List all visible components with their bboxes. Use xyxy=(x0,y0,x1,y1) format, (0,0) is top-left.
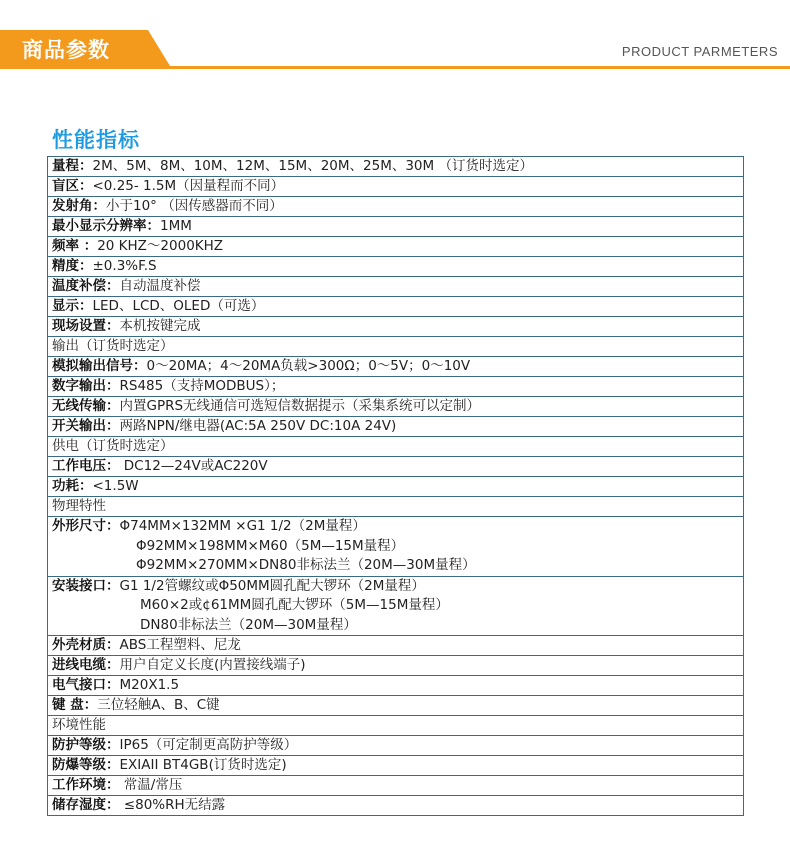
spec-key: 现场设置： xyxy=(52,318,120,334)
spec-value: <0.25- 1.5M（因量程而不同） xyxy=(92,178,285,194)
spec-row xyxy=(48,736,743,756)
spec-key: 数字输出： xyxy=(52,378,120,394)
spec-row xyxy=(48,756,743,776)
spec-value: 20 KHZ～2000KHZ xyxy=(97,238,224,254)
spec-key: 无线传输： xyxy=(52,398,120,414)
spec-value: 自动温度补偿 xyxy=(119,278,201,294)
spec-row xyxy=(48,417,743,437)
spec-row xyxy=(48,357,743,377)
spec-row xyxy=(48,317,743,337)
spec-key: 防护等级： xyxy=(52,737,120,753)
header-divider xyxy=(0,66,790,69)
spec-value: 供电（订货时选定） xyxy=(52,438,174,454)
spec-row xyxy=(48,676,743,696)
header-banner xyxy=(0,30,790,70)
spec-row xyxy=(48,477,743,497)
spec-key: 安装接口： xyxy=(52,577,120,594)
spec-row xyxy=(48,517,743,577)
spec-key: 发射角： xyxy=(52,198,106,214)
spec-key: 功耗： xyxy=(52,478,93,494)
spec-row xyxy=(48,437,743,457)
spec-value: <1.5W xyxy=(92,478,139,494)
spec-key: 工作环境： xyxy=(52,777,120,793)
spec-value: 常温/常压 xyxy=(119,777,183,793)
header-subtitle: PRODUCT PARMETERS xyxy=(621,44,778,59)
spec-value: RS485（支持MODBUS）； xyxy=(119,378,285,394)
spec-row xyxy=(48,457,743,477)
spec-row xyxy=(48,217,743,237)
spec-key: 电气接口： xyxy=(52,677,120,693)
spec-value: Φ74MM×132MM ×G1 1/2（2M量程） xyxy=(119,518,366,534)
spec-value: ≤80%RH无结露 xyxy=(119,797,226,813)
spec-key: 频率 ： xyxy=(52,238,98,254)
spec-value-continuation: Φ92MM×270MM×DN80非标法兰（20M—30M量程） xyxy=(136,557,476,573)
spec-row xyxy=(48,297,743,317)
spec-row xyxy=(48,257,743,277)
spec-table xyxy=(47,156,744,816)
spec-key: 精度： xyxy=(52,258,93,274)
spec-value: 本机按键完成 xyxy=(119,318,201,334)
spec-row xyxy=(48,776,743,796)
spec-key: 外壳材质： xyxy=(52,637,120,653)
spec-key: 开关输出： xyxy=(52,418,120,434)
spec-key: 最小显示分辨率： xyxy=(52,218,160,234)
header-title: 商品参数 xyxy=(22,38,110,62)
spec-value-continuation: M60×2或¢61MM圆孔配大锣环（5M—15M量程） xyxy=(140,597,449,613)
spec-row xyxy=(48,157,743,177)
spec-value-continuation: Φ92MM×198MM×M60（5M—15M量程） xyxy=(136,537,405,554)
spec-key: 储存湿度： xyxy=(52,797,120,813)
spec-value: ABS工程塑料、尼龙 xyxy=(119,637,241,653)
spec-key: 进线电缆： xyxy=(52,657,120,673)
spec-row xyxy=(48,636,743,656)
spec-value-continuation: DN80非标法兰（20M—30M量程） xyxy=(140,616,357,633)
spec-key: 工作电压： xyxy=(52,458,120,474)
spec-value: 用户自定义长度(内置接线端子) xyxy=(119,657,306,673)
spec-key: 量程： xyxy=(52,158,93,174)
spec-value: 输出（订货时选定） xyxy=(52,338,174,354)
spec-value: 小于10° （因传感器而不同） xyxy=(106,198,283,214)
spec-row xyxy=(48,237,743,257)
spec-key: 盲区： xyxy=(52,178,93,194)
spec-row xyxy=(48,696,743,716)
spec-row xyxy=(48,716,743,736)
spec-key: 外形尺寸： xyxy=(52,518,120,534)
spec-row xyxy=(48,197,743,217)
spec-value: G1 1/2管螺纹或Φ50MM圆孔配大锣环（2M量程） xyxy=(119,577,425,594)
spec-key: 防爆等级： xyxy=(52,757,120,773)
spec-value: IP65（可定制更高防护等级） xyxy=(119,737,298,753)
spec-row xyxy=(48,337,743,357)
spec-row xyxy=(48,397,743,417)
spec-value: 1MM xyxy=(160,218,192,234)
spec-value: M20X1.5 xyxy=(119,677,180,693)
spec-value: 两路NPN/继电器(AC:5A 250V DC:10A 24V) xyxy=(119,418,397,434)
spec-value: 物理特性 xyxy=(52,498,106,514)
spec-value: ±0.3%F.S xyxy=(92,258,157,274)
spec-value: 0～20MA；4～20MA负载>300Ω；0～5V；0～10V xyxy=(146,358,471,374)
spec-row xyxy=(48,796,743,815)
spec-row xyxy=(48,177,743,197)
spec-key: 显示： xyxy=(52,298,93,314)
spec-value: 三位轻触A、B、C键 xyxy=(97,697,220,713)
spec-row xyxy=(48,656,743,676)
spec-value: DC12—24V或AC220V xyxy=(119,458,268,474)
spec-value: 环境性能 xyxy=(52,717,106,733)
spec-row xyxy=(48,497,743,517)
spec-row xyxy=(48,577,743,637)
spec-key: 模拟输出信号： xyxy=(52,358,147,374)
spec-value: 内置GPRS无线通信可选短信数据提示（采集系统可以定制） xyxy=(119,398,481,414)
spec-value: EXIAII BT4GB(订货时选定) xyxy=(119,757,287,773)
spec-value: 2M、5M、8M、10M、12M、15M、20M、25M、30M （订货时选定） xyxy=(92,158,533,174)
spec-key: 温度补偿： xyxy=(52,278,120,294)
section-title: 性能指标 xyxy=(52,128,140,152)
spec-key: 键 盘： xyxy=(52,697,98,713)
spec-row xyxy=(48,377,743,397)
spec-row xyxy=(48,277,743,297)
spec-value: LED、LCD、OLED（可选） xyxy=(92,298,265,314)
